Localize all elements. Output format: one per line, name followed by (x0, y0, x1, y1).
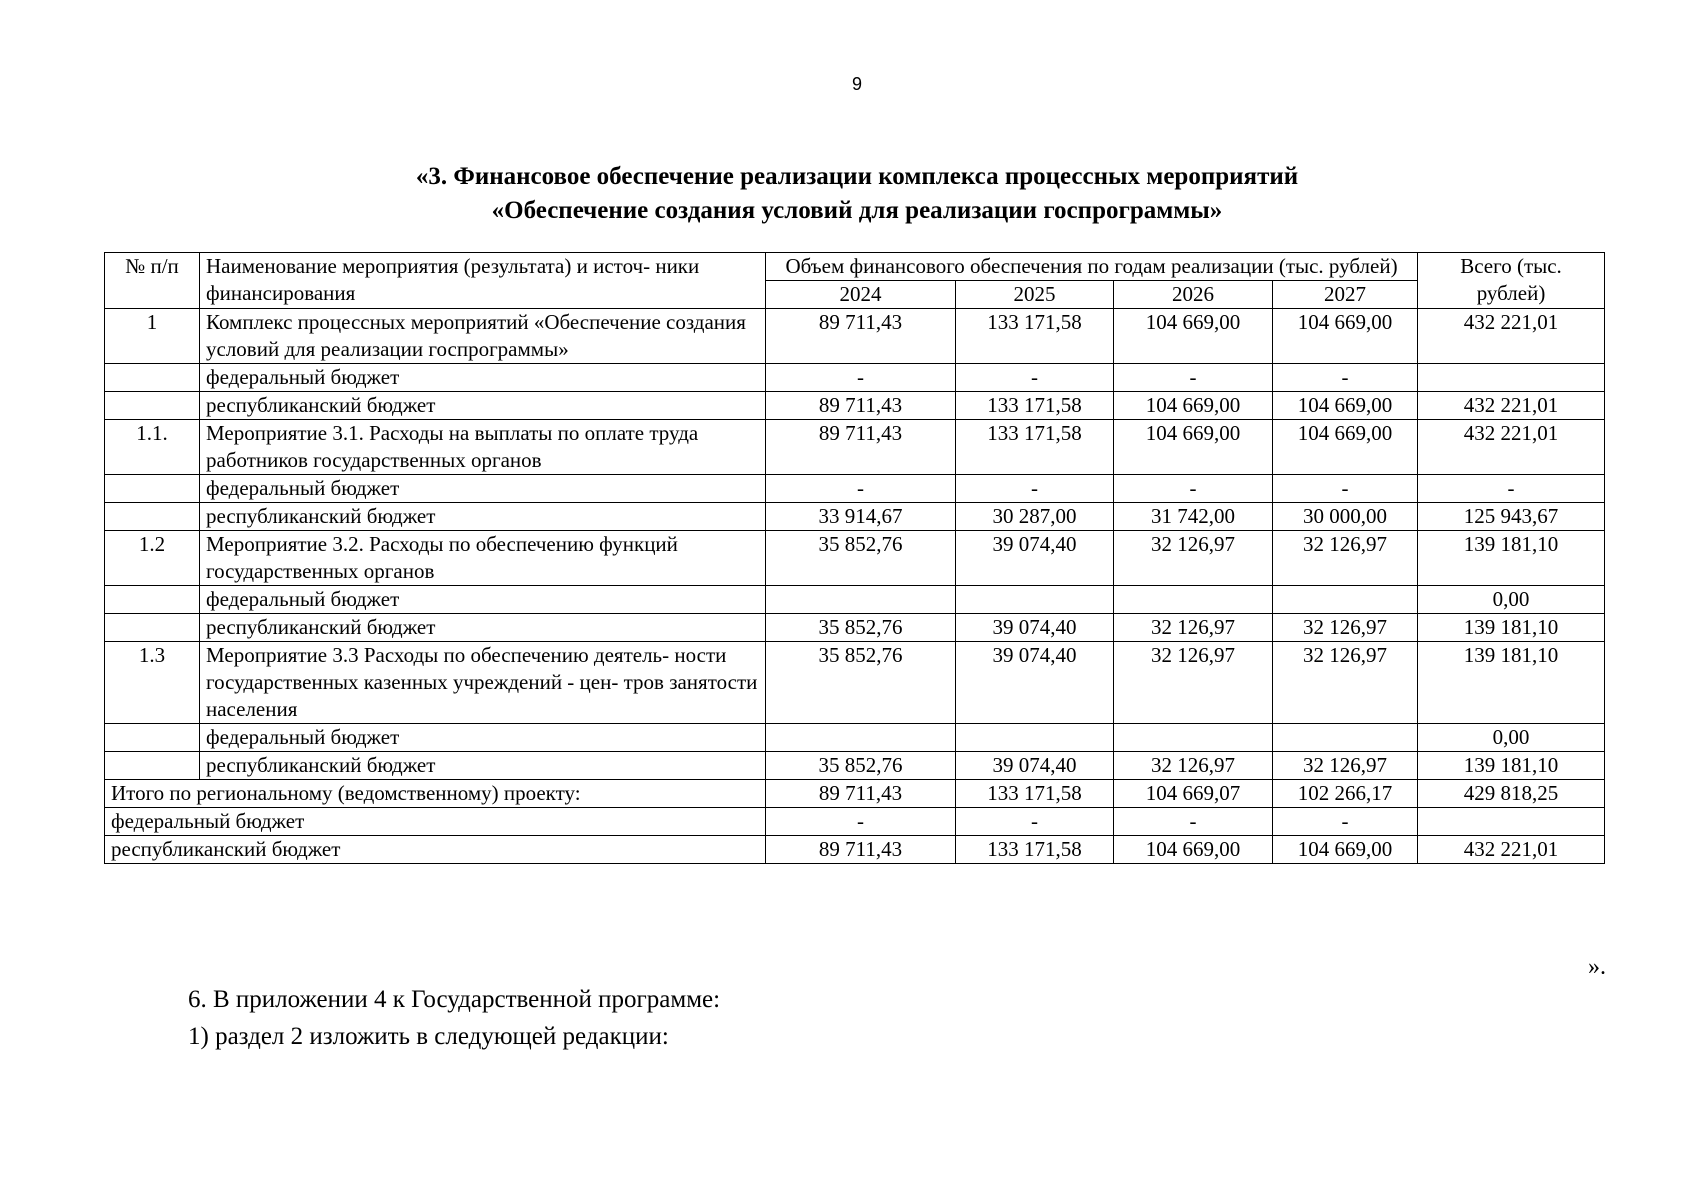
table-row (105, 420, 1605, 475)
summary-value: 133 171,58 (956, 836, 1114, 864)
row-value: - (766, 475, 956, 503)
row-value: 32 126,97 (1273, 642, 1418, 724)
paragraph: 1) раздел 2 изложить в следующей редакции: (188, 1023, 669, 1050)
row-value (1114, 586, 1273, 614)
row-name: федеральный бюджет (200, 724, 766, 752)
row-name: Комплекс процессных мероприятий «Обеспечение создания условий для реализации госпрограммы» (200, 309, 766, 364)
row-value: - (956, 364, 1114, 392)
row-value: 35 852,76 (766, 614, 956, 642)
row-value: 35 852,76 (766, 531, 956, 586)
summary-total: 429 818,25 (1418, 780, 1605, 808)
summary-value: - (766, 808, 956, 836)
table-row (105, 752, 1605, 780)
row-value (1114, 724, 1273, 752)
row-value: 89 711,43 (766, 309, 956, 364)
row-name: федеральный бюджет (200, 475, 766, 503)
row-value: 133 171,58 (956, 392, 1114, 420)
row-value: 32 126,97 (1114, 531, 1273, 586)
row-value: 32 126,97 (1273, 531, 1418, 586)
row-number (105, 614, 200, 642)
row-name: республиканский бюджет (200, 503, 766, 531)
row-value: 32 126,97 (1273, 752, 1418, 780)
summary-row (105, 808, 1605, 836)
closing-quote: ». (1588, 954, 1606, 980)
table-row (105, 392, 1605, 420)
row-value: 104 669,00 (1273, 309, 1418, 364)
summary-value: 104 669,07 (1114, 780, 1273, 808)
row-value: 32 126,97 (1114, 642, 1273, 724)
row-value: 35 852,76 (766, 642, 956, 724)
row-name: Мероприятие 3.1. Расходы на выплаты по оплате труда работников государственных органов (200, 420, 766, 475)
row-total: 0,00 (1418, 586, 1605, 614)
row-value: 89 711,43 (766, 392, 956, 420)
summary-value: - (956, 808, 1114, 836)
header-year: 2024 (766, 281, 956, 309)
row-value (956, 586, 1114, 614)
summary-row (105, 836, 1605, 864)
table-row (105, 309, 1605, 364)
row-value: - (1114, 364, 1273, 392)
summary-value: 104 669,00 (1114, 836, 1273, 864)
row-total: 139 181,10 (1418, 752, 1605, 780)
row-total: 139 181,10 (1418, 531, 1605, 586)
row-value: 133 171,58 (956, 309, 1114, 364)
section-title-line-1: «3. Финансовое обеспечение реализации комплекса процессных мероприятий (415, 163, 1299, 190)
summary-value: 89 711,43 (766, 836, 956, 864)
row-value (1273, 586, 1418, 614)
row-value: - (1114, 475, 1273, 503)
header-year: 2025 (956, 281, 1114, 309)
summary-row (105, 780, 1605, 808)
row-value: 35 852,76 (766, 752, 956, 780)
row-value: 39 074,40 (956, 614, 1114, 642)
row-value: 32 126,97 (1114, 752, 1273, 780)
summary-value: - (1114, 808, 1273, 836)
summary-value: 102 266,17 (1273, 780, 1418, 808)
header-num: № п/п (105, 253, 200, 309)
row-number: 1.3 (105, 642, 200, 724)
row-total: 125 943,67 (1418, 503, 1605, 531)
row-name: республиканский бюджет (200, 752, 766, 780)
row-total: 0,00 (1418, 724, 1605, 752)
table-row (105, 475, 1605, 503)
financing-table (104, 252, 1605, 864)
table-row (105, 614, 1605, 642)
summary-name: федеральный бюджет (105, 808, 766, 836)
table-row (105, 364, 1605, 392)
row-value: 31 742,00 (1114, 503, 1273, 531)
row-number: 1.1. (105, 420, 200, 475)
row-total: - (1418, 475, 1605, 503)
summary-value: 104 669,00 (1273, 836, 1418, 864)
section-title-line-2: «Обеспечение создания условий для реализации госпрограммы» (491, 197, 1223, 224)
summary-name: Итого по региональному (ведомственному) проекту: (105, 780, 766, 808)
page-number: 9 (851, 74, 862, 94)
row-number (105, 475, 200, 503)
row-number (105, 503, 200, 531)
row-value: - (956, 475, 1114, 503)
row-name: республиканский бюджет (200, 392, 766, 420)
row-number (105, 586, 200, 614)
header-volume: Объем финансового обеспечения по годам реализации (тыс. рублей) (766, 253, 1418, 281)
row-value: 30 000,00 (1273, 503, 1418, 531)
row-value (766, 724, 956, 752)
row-number (105, 752, 200, 780)
header-year: 2027 (1273, 281, 1418, 309)
summary-value: - (1273, 808, 1418, 836)
table-row (105, 642, 1605, 724)
row-value: 104 669,00 (1114, 392, 1273, 420)
header-year: 2026 (1114, 281, 1273, 309)
section-title (0, 160, 1697, 228)
summary-value: 133 171,58 (956, 780, 1114, 808)
summary-total: 432 221,01 (1418, 836, 1605, 864)
row-value: 133 171,58 (956, 420, 1114, 475)
row-total: 432 221,01 (1418, 309, 1605, 364)
row-value: 104 669,00 (1273, 392, 1418, 420)
header-name: Наименование мероприятия (результата) и источ- ники финансирования (200, 253, 766, 309)
row-value: 30 287,00 (956, 503, 1114, 531)
row-value: 32 126,97 (1273, 614, 1418, 642)
row-value (956, 724, 1114, 752)
row-number (105, 392, 200, 420)
row-name: Мероприятие 3.3 Расходы по обеспечению деятель- ности государственных казенных учреждений - цен- тров занятости населения (200, 642, 766, 724)
row-total: 139 181,10 (1418, 642, 1605, 724)
table-body (105, 309, 1605, 864)
row-total: 432 221,01 (1418, 420, 1605, 475)
row-name: республиканский бюджет (200, 614, 766, 642)
row-value: - (766, 364, 956, 392)
row-name: федеральный бюджет (200, 364, 766, 392)
row-value (1273, 724, 1418, 752)
row-value: 104 669,00 (1114, 309, 1273, 364)
row-value: 104 669,00 (1273, 420, 1418, 475)
row-value: 39 074,40 (956, 642, 1114, 724)
row-total (1418, 364, 1605, 392)
table-row (105, 531, 1605, 586)
summary-value: 89 711,43 (766, 780, 956, 808)
row-value: 39 074,40 (956, 531, 1114, 586)
row-number (105, 364, 200, 392)
table-row (105, 503, 1605, 531)
row-number: 1.2 (105, 531, 200, 586)
row-value: 32 126,97 (1114, 614, 1273, 642)
row-total: 139 181,10 (1418, 614, 1605, 642)
row-name: федеральный бюджет (200, 586, 766, 614)
header-total: Всего (тыс. рублей) (1418, 253, 1605, 309)
row-name: Мероприятие 3.2. Расходы по обеспечению функций государственных органов (200, 531, 766, 586)
row-total: 432 221,01 (1418, 392, 1605, 420)
row-value: - (1273, 364, 1418, 392)
summary-name: республиканский бюджет (105, 836, 766, 864)
table-row (105, 586, 1605, 614)
summary-total (1418, 808, 1605, 836)
row-value: 33 914,67 (766, 503, 956, 531)
row-value (766, 586, 956, 614)
table-row (105, 724, 1605, 752)
row-number (105, 724, 200, 752)
row-number: 1 (105, 309, 200, 364)
row-value: 39 074,40 (956, 752, 1114, 780)
row-value: 89 711,43 (766, 420, 956, 475)
paragraph: 6. В приложении 4 к Государственной программе: (188, 986, 721, 1013)
row-value: - (1273, 475, 1418, 503)
row-value: 104 669,00 (1114, 420, 1273, 475)
